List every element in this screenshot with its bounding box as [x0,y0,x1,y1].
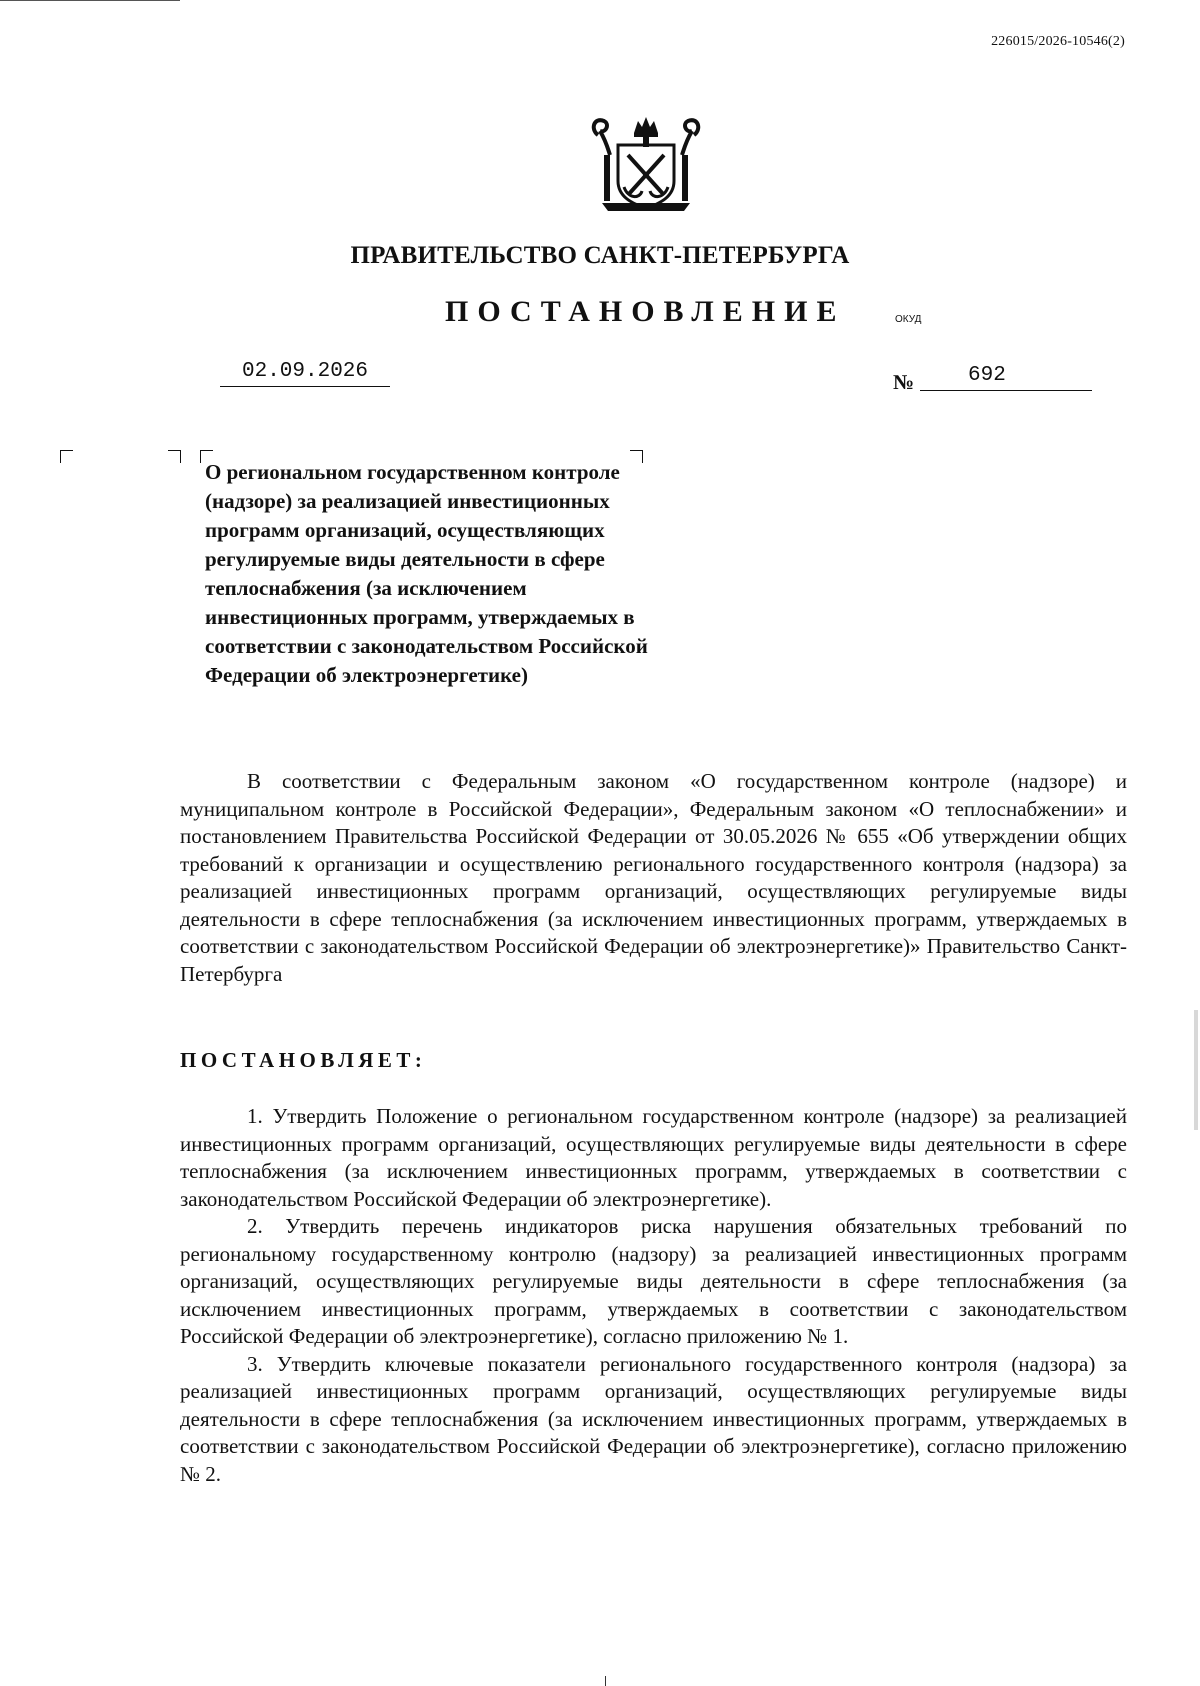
scan-edge-line [0,0,180,1]
st-petersburg-coat-of-arms-icon [588,115,704,215]
decree-heading: ПОСТАНОВЛЯЕТ: [180,1048,427,1072]
decree-item: 2. Утвердить перечень индикаторов риска нарушения обязательных требований по региональному государственному контролю (надзору) за реализацией инвестиционных программ организаций, осуществляющих регулируемые виды деятельности в сфере теплоснабжения (за исключением инвестиционных программ, утверждаемых в соответствии с законодательством Российской Федерации об электроэнергетике), согласно приложению № 1. [180,1214,1127,1348]
document-number: 692 [968,364,1006,387]
document-date-field [220,360,390,387]
scan-edge-mark [1194,1010,1198,1130]
okud-label: ОКУД [895,314,922,325]
corner-mark [168,450,181,463]
decree-item: 1. Утвердить Положение о региональном государственном контроле (надзоре) за реализацией инвестиционных программ организаций, осуществляющих регулируемые виды деятельности в сфере теплоснабжения (за исключением инвестиционных программ, утверждаемых в соответствии с законодательством Российской Федерации об электроэнергетике). [180,1104,1127,1211]
document-date: 02.09.2026 [241,360,369,383]
document-number-field [920,364,1092,391]
scan-bottom-mark [605,1676,606,1686]
government-name: ПРАВИТЕЛЬСТВО САНКТ-ПЕТЕРБУРГА [350,242,850,269]
document-type-heading: ПОСТАНОВЛЕНИЕ [445,295,846,328]
preamble [180,768,1127,988]
document-registration-id: 226015/2026-10546(2) [991,34,1125,49]
document-subject: О региональном государственном контроле (надзоре) за реализацией инвестиционных программ организаций, осуществляющих регулируемые виды деятельности в сфере теплоснабжения (за исключением инвестиционных программ, утверждаемых в соответствии с законодательством Российской Федерации об электроэнергетике) [205,460,648,687]
decree-item: 3. Утвердить ключевые показатели регионального государственного контроля (надзора) за реализацией инвестиционных программ организаций, осуществляющих регулируемые виды деятельности в сфере теплоснабжения (за исключением инвестиционных программ, утверждаемых в соответствии с законодательством Российской Федерации об электроэнергетике), согласно приложению № 2. [180,1351,1127,1486]
document-number-label: № [893,370,915,394]
preamble-text: В соответствии с Федеральным законом «О государственном контроле (надзоре) и муниципальном контроле в Российской Федерации», Федеральным законом «О теплоснабжении» и постановлением Правительства Российской Федерации от 30.05.2026 № 655 «Об утверждении общих требований к организации и осуществлению регионального государственного контроля (надзора) за реализацией инвестиционных программ организаций, осуществляющих регулируемые виды деятельности в сфере теплоснабжения (за исключением инвестиционных программ, утверждаемых в соответствии с законодательством Российской Федерации об электроэнергетике)» Правительство Санкт-Петербурга [180,769,1127,986]
corner-mark [60,450,73,463]
decree-items [180,1103,1127,1488]
